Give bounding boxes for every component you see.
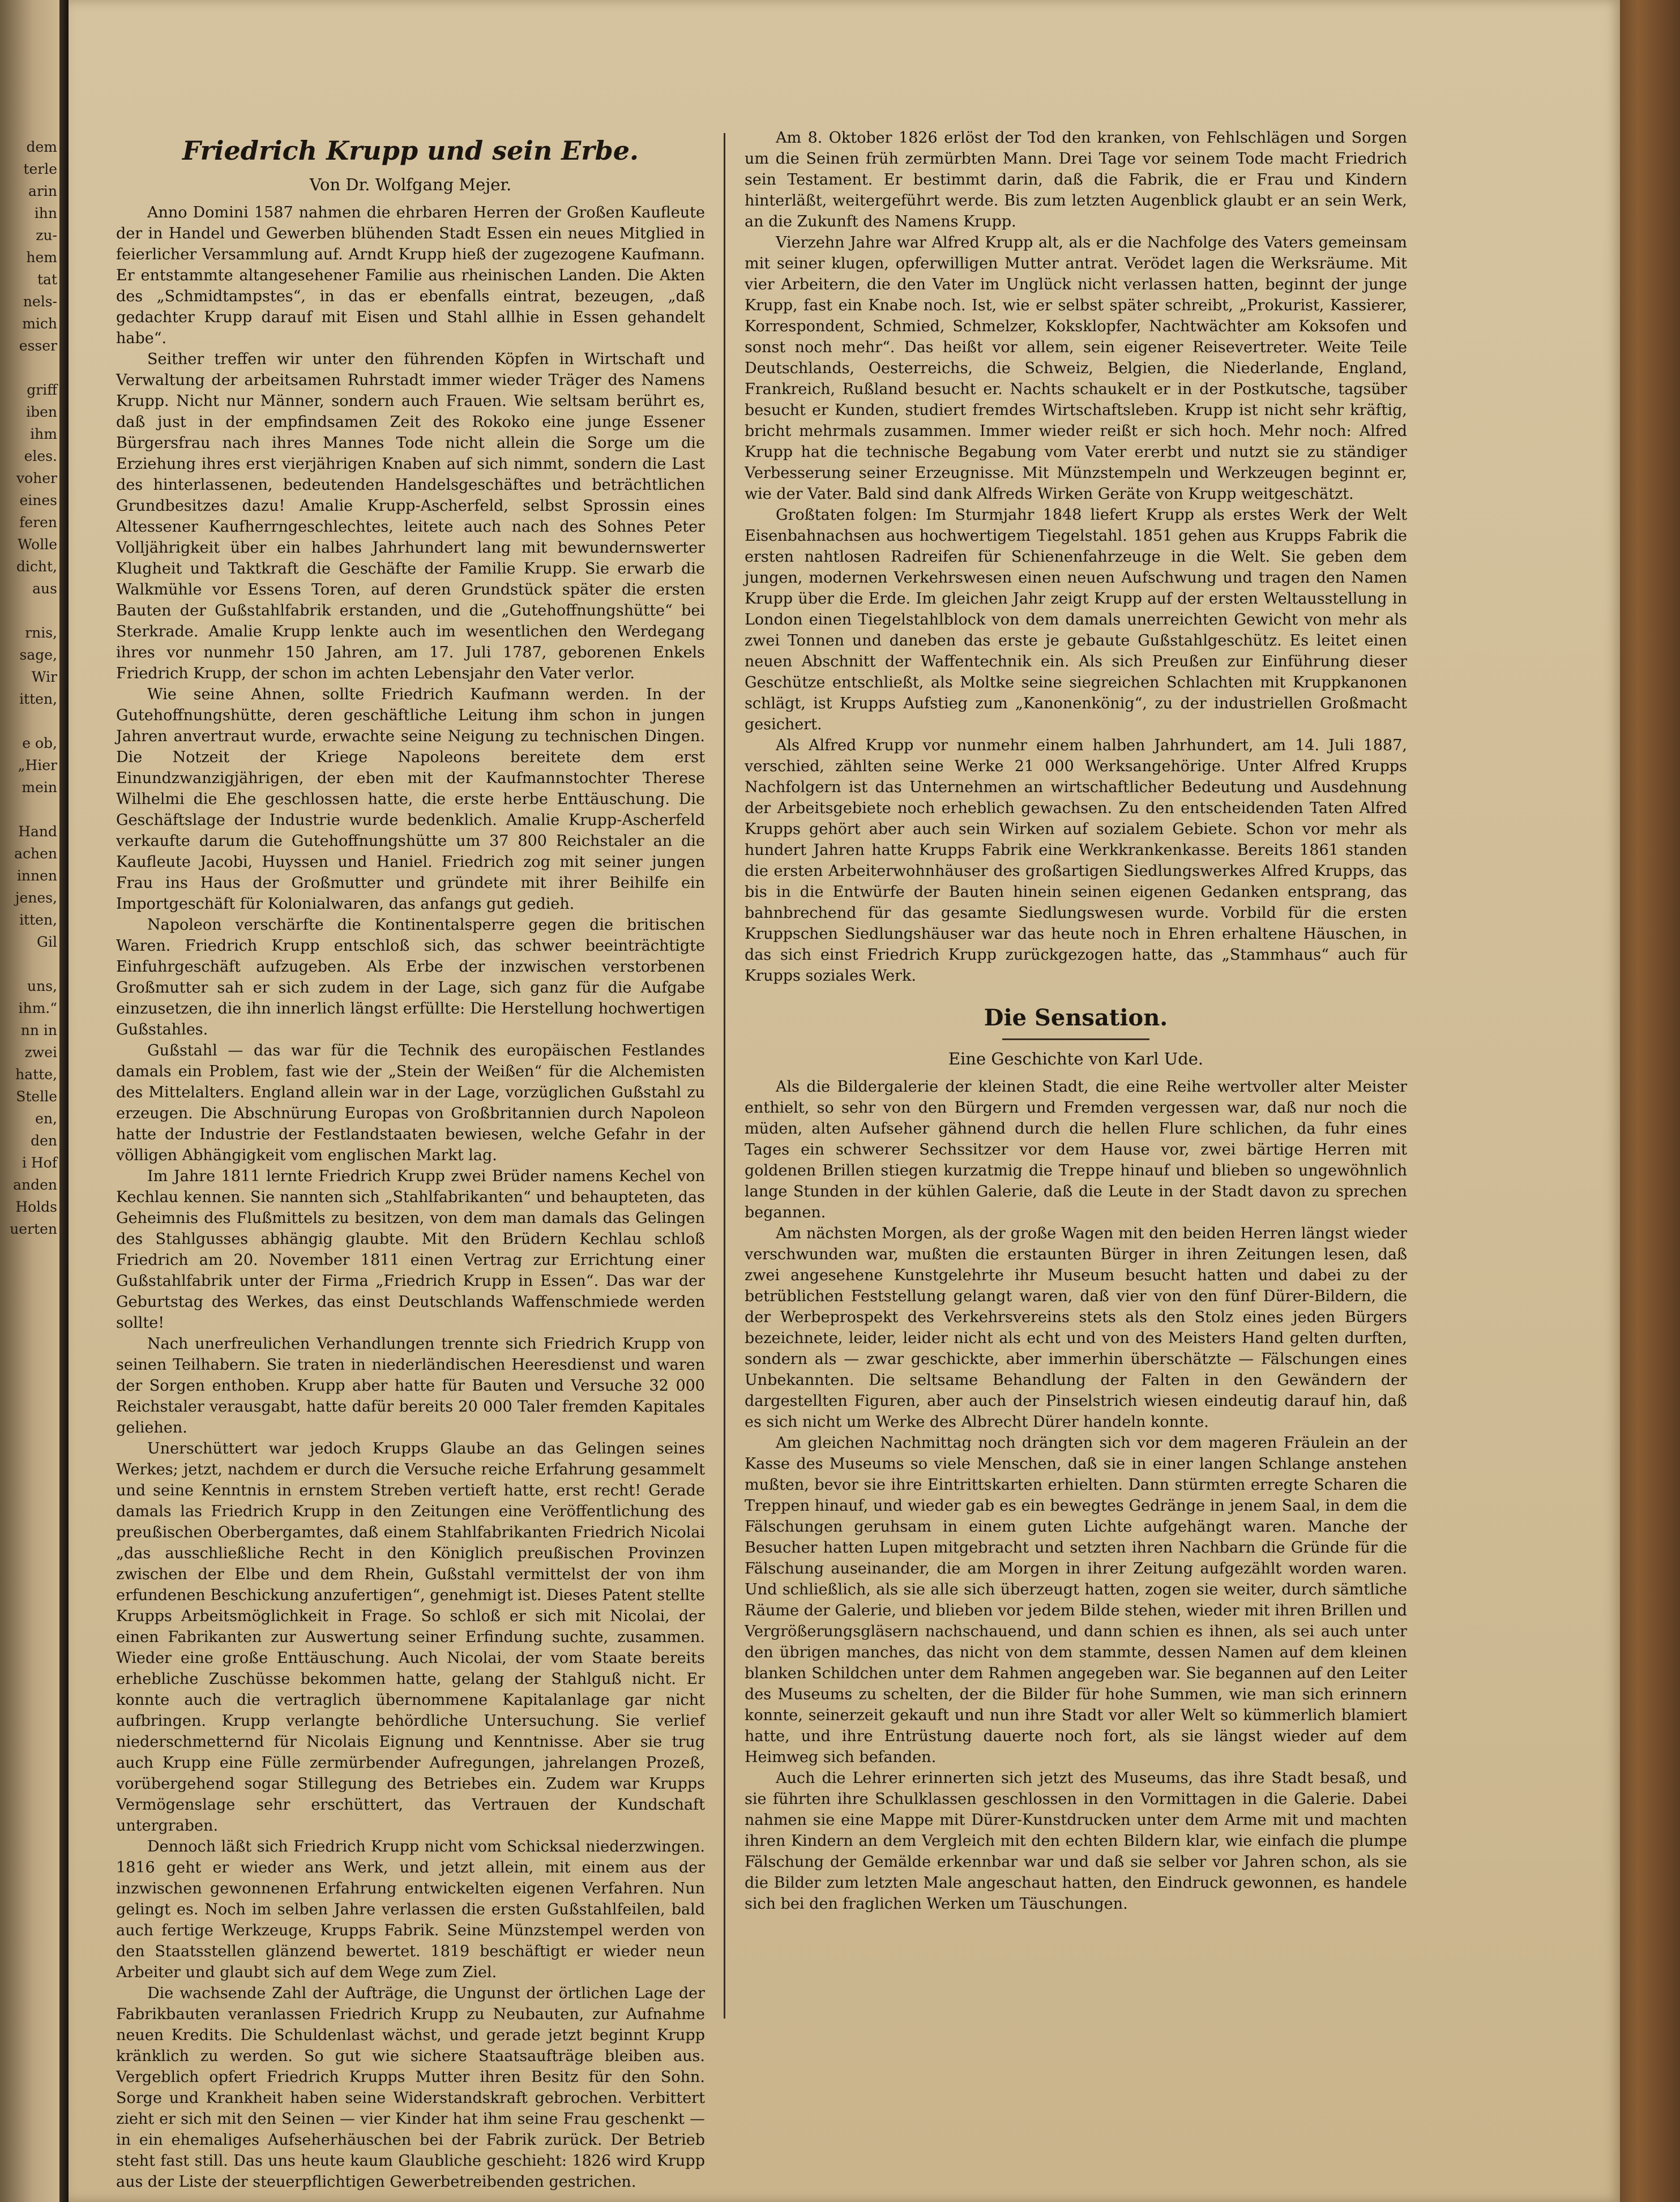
fragment-line: uerten <box>10 1221 57 1237</box>
column-right <box>745 127 1407 2041</box>
article-byline: Von Dr. Wolfgang Mejer. <box>309 175 512 194</box>
paragraph: Wie seine Ahnen, sollte Friedrich Kaufmann werden. In der Gutehoffnungshütte, deren geschäftliche Leitung ihm schon in jungen Jahren anvertraut wurde, erwachte seine Neigung zu technischen Dingen. Die Notzeit der Kriege Napoleons bereitete dem erst Einundzwanzigjährigen, der eben mit der Kaufmannstochter Therese Wilhelmi die Ehe geschlossen hatte, die erste herbe Enttäuschung. Die Geschäftslage der Industrie wurde bedenklich. Amalie Krupp-Ascherfeld verkaufte darum die Gutehoffnungshütte um 37 800 Reichstaler an die Kaufleute Jacobi, Huyssen und Haniel. Friedrich zog mit seiner jungen Frau ins Haus der Großmutter und gründete mit ihrer Beihilfe ein Importgeschäft für Kolonialwaren, das anfangs gut gedieh. <box>116 686 705 913</box>
book-spine <box>1620 0 1680 2202</box>
fragment-line: „Hier <box>18 757 57 773</box>
fragment-line: Wir <box>31 669 57 685</box>
fragment-line: itten, <box>19 691 57 707</box>
paragraph: Auch die Lehrer erinnerten sich jetzt des Museums, das ihre Stadt besaß, und sie führten ihre Schulklassen geschlossen in den Vormittagen in die Galerie. Dabei nahmen sie eine Mappe mit Dürer-Kunstdrucken unter dem Arme mit und machten ihren Kindern an dem Vergleich mit den echten Bildern klar, wie einfach die plumpe Fälschung der Gemälde erkennbar war und daß sie selber vor Jahren schon, als sie die Bilder zum letzten Male angeschaut hatten, den Eindruck gewonnen, es handele sich bei den fraglichen Werken um Täuschungen. <box>745 1769 1407 1913</box>
article-title: Friedrich Krupp und sein Erbe. <box>182 135 639 166</box>
fragment-line: terle <box>23 161 57 177</box>
fragment-line: Gil <box>37 934 57 950</box>
previous-page-fragments <box>0 0 59 1240</box>
paragraph: Seither treffen wir unter den führenden Köpfen in Wirtschaft und Verwaltung der arbeitsamen Ruhrstadt immer wieder Träger des Namens Krupp. Nicht nur Männer, sondern auch Frauen. Wie seltsam berührt es, daß just in der empfindsamen Zeit des Rokoko eine junge Essener Bürgersfrau nach ihres Mannes Tode nicht allein die Sorge um die Erziehung ihres erst vierjährigen Knaben auf sich nimmt, sondern die Last des hinterlassenen, bedeutenden Handelsgeschäftes und beträchtlichen Grundbesitzes dazu! Amalie Krupp-Ascherfeld, selbst Sprossin eines Altessener Kaufherrngeschlechtes, leitete auch nach des Sohnes Peter Volljährigkeit über ein halbes Jahrhundert lang mit bewundernswerter Klugheit und Taktkraft die Geschäfte der Familie Krupp. Sie erwarb die Walkmühle vor Essens Toren, auf deren Grundstück später die ersten Bauten der Gußstahlfabrik erstanden, und die „Gutehoffnungshütte“ bei Sterkrade. Amalie Krupp lenkte auch im wesentlichen den Werdegang ihres vor nunmehr 150 Jahren, am 17. Juli 1787, geborenen Enkels Friedrich Krupp, der schon im achten Lebensjahr den Vater verlor. <box>116 350 705 682</box>
paragraph: Als die Bildergalerie der kleinen Stadt, die eine Reihe wertvoller alter Meister enthielt, so sehr von den Bürgern und Fremden vergessen war, daß nur noch die müden, alten Aufseher gähnend durch die hellen Flure schlichen, da fuhr eines Tages ein schwerer Sechssitzer vor dem Hause vor, zwei bärtige Herren mit goldenen Brillen stiegen kurzatmig die Treppe hinauf und blieben so ungewöhnlich lange Stunden in der kühlen Galerie, daß die Leute in der Stadt davon zu sprechen begannen. <box>745 1078 1407 1221</box>
article-body-right <box>745 127 1407 986</box>
paragraph: Nach unerfreulichen Verhandlungen trennte sich Friedrich Krupp von seinen Teilhabern. Sie traten in niederländischen Heeresdienst und waren der Sorgen enthoben. Krupp aber hatte für Bauten und Versuche 32 000 Reichstaler verausgabt, hatte dafür bereits 20 000 Taler fremden Kapitales geliehen. <box>116 1335 705 1436</box>
fragment-line: eles. <box>24 448 57 464</box>
fragment-line: tat <box>37 271 57 288</box>
paragraph: Anno Domini 1587 nahmen die ehrbaren Herren der Großen Kaufleute der in Handel und Gewerben blühenden Stadt Essen ein neues Mitglied in feierlicher Versammlung auf. Arndt Krupp hieß der zugezogene Kaufmann. Er entstammte altangesehener Familie aus rheinischen Landen. Die Akten des „Schmidtampstes“, in das er ebenfalls eintrat, bezeugen, „daß gedachter Krupp darauf mit Eisen und Stahl allhie in Essen gehandelt habe“. <box>116 204 705 347</box>
fragment-line: zu- <box>36 227 57 243</box>
fragment-line: nels- <box>23 293 57 310</box>
fragment-line: en, <box>35 1110 57 1127</box>
fragment-line: Stelle <box>16 1088 57 1105</box>
fragment-line <box>0 710 57 732</box>
fragment-line: sage, <box>19 647 57 663</box>
fragment-line: ihm.“ <box>18 1000 57 1016</box>
paragraph: Am nächsten Morgen, als der große Wagen mit den beiden Herren längst wieder verschwunden war, mußten die erstaunten Bürger in ihren Zeitungen lesen, daß zwei angesehene Kunstgelehrte ihr Museum besucht hatten und dabei zu der betrüblichen Feststellung gelangt waren, daß vier von den fünf Dürer-Bildern, die der Werbeprospekt des Verkehrsvereins stets als den Stolz eines jeden Bürgers bezeichnete, leider, leider nicht als echt und von des Meisters Hand gelten durften, sondern als — zwar geschickte, aber immerhin überschätzte — Fälschungen eines Unbekannten. Die seltsame Behandlung der Falten in den Gewändern der dargestellten Figuren, aber auch der Pinselstrich wiesen eindeutig darauf hin, daß es sich nicht um Werke des Albrecht Dürer handeln konnte. <box>745 1225 1407 1431</box>
story-title: Die Sensation. <box>984 1004 1168 1031</box>
article-body-left <box>116 202 705 2192</box>
fragment-line: esser <box>19 337 57 354</box>
fragment-line: rnis, <box>25 625 57 641</box>
fragment-line: ihm <box>30 426 57 442</box>
paragraph: Dennoch läßt sich Friedrich Krupp nicht vom Schicksal niederzwingen. 1816 geht er wieder ans Werk, und jetzt allein, mit einem aus der inzwischen gewonnenen Erfahrung entwickelten eigenen Verfahren. Nun gelingt es. Noch im selben Jahre verlassen die ersten Gußstahlfeilen, bald auch fertige Werkzeuge, Krupps Fabrik. Seine Münzstempel werden von den Staatsstellen glänzend bewertet. 1819 beschäftigt er wieder neun Arbeiter und glaubt sich auf dem Wege zum Ziel. <box>116 1838 705 1981</box>
fragment-line: arin <box>28 183 57 199</box>
fragment-line: achen <box>14 845 57 862</box>
fragment-line: voher <box>16 470 57 486</box>
paragraph: Großtaten folgen: Im Sturmjahr 1848 liefert Krupp als erstes Werk der Welt Eisenbahnachsen aus hochwertigem Tiegelstahl. 1851 gehen aus Krupps Fabrik die ersten nahtlosen Radreifen für Schienenfahrzeuge in die Welt. Sie geben dem jungen, modernen Verkehrswesen einen neuen Aufschwung und tragen den Namen Krupp über die Erde. Im gleichen Jahr zeigt Krupp auf der ersten Weltausstellung in London einen Tiegelstahlblock von dem damals unerreichten Gewicht von mehr als zwei Tonnen und daneben das erste je gebaute Gußstahlgeschütz. Es leitet einen neuen Abschnitt der Waffentechnik ein. Als sich Preußen zur Einführung dieser Geschütze entschließt, als Moltke seine siegreichen Schlachten mit Kruppkanonen schlägt, ist Krupps Aufstieg zum „Kanonenkönig“, zu der industriellen Großmacht gesichert. <box>745 506 1407 733</box>
fragment-line: hem <box>26 249 57 266</box>
book-gutter <box>59 0 69 2202</box>
paragraph: Im Jahre 1811 lernte Friedrich Krupp zwei Brüder namens Kechel von Kechlau kennen. Sie nannten sich „Stahlfabrikanten“ und behaupteten, das Geheimnis des Flußmittels zu besitzen, von dem man damals das Gelingen des Stahlgusses abhängig glaubte. Mit den Brüdern Kechlau schloß Friedrich am 20. November 1811 einen Vertrag zur Errichtung einer Gußstahlfabrik unter der Firma „Friedrich Krupp in Essen“. Das war der Geburtstag des Werkes, das einst Deutschlands Waffenschmiede werden sollte! <box>116 1168 705 1332</box>
paragraph: Vierzehn Jahre war Alfred Krupp alt, als er die Nachfolge des Vaters gemeinsam mit seiner klugen, opferwilligen Mutter antrat. Verödet lagen die Werksräume. Mit vier Arbeitern, die den Vater im Unglück nicht verlassen hatten, beginnt der junge Krupp, fast ein Knabe noch. Ist, wie er selbst später schreibt, „Prokurist, Kassierer, Korrespondent, Schmied, Schmelzer, Koksklopfer, Nachtwächter am Koksofen und sonst noch mehr“. Das heißt vor allem, sein eigener Reisevertreter. Weite Teile Deutschlands, Oesterreichs, die Schweiz, Belgien, die Niederlande, England, Frankreich, Rußland besucht er. Nachts schaukelt er in der Postkutsche, tagsüber besucht er Kunden, studiert fremdes Wirtschaftsleben. Krupp ist nicht sehr kräftig, bricht mehrmals zusammen. Immer wieder reißt er sich hoch. Mehr noch: Alfred Krupp hat die technische Begabung vom Vater ererbt und nutzt sie zu ständiger Verbesserung seiner Erzeugnisse. Mit Münzstempeln und Werkzeugen beginnt er, wie der Vater. Bald sind dank Alfreds Wirken Geräte von Krupp weitgeschätzt. <box>745 234 1407 503</box>
paragraph: Als Alfred Krupp vor nunmehr einem halben Jahrhundert, am 14. Juli 1887, verschied, zählten seine Werke 21 000 Werksangehörige. Unter Alfred Krupps Nachfolgern ist das Unternehmen an wirtschaftlicher Bedeutung und Ausdehnung der Arbeitsgebiete noch erheblich gewachsen. Zu den entscheidenden Taten Alfred Krupps gehört aber auch sein Wirken auf sozialem Gebiete. Schon vor mehr als hundert Jahren hatte Krupps Fabrik eine Werkkrankenkasse. Bereits 1861 standen die ersten Arbeiterwohnhäuser des großartigen Siedlungswerkes Alfred Krupps, das bis in die Entwürfe der Bauten hinein seinen eigenen Gedanken entsprang, das bahnbrechend für das gesamte Siedlungswesen wurde. Vorbild für die ersten Kruppschen Siedlungshäuser war das heute noch in Ehren erhaltene Häuschen, in das sich einst Friedrich Krupp zurückgezogen hatte, das „Stammhaus“ auch für Krupps soziales Werk. <box>745 737 1407 985</box>
fragment-line: uns, <box>27 978 57 994</box>
column-divider <box>724 133 725 2019</box>
fragment-line: dem <box>26 139 57 155</box>
fragment-line: iben <box>26 404 57 420</box>
title-underline <box>1002 1038 1149 1040</box>
fragment-line: griff <box>27 382 57 398</box>
fragment-line: Hand <box>18 823 57 840</box>
fragment-line: mein <box>22 779 57 796</box>
fragment-line: feren <box>19 514 57 531</box>
paragraph: Die wachsende Zahl der Aufträge, die Ungunst der örtlichen Lage der Fabrikbauten veranlassen Friedrich Krupp zu Neubauten, zur Aufnahme neuen Kredits. Die Schuldenlast wächst, und gerade jetzt beginnt Krupp kränklich zu werden. So gut wie sichere Staatsaufträge bleiben aus. Vergeblich opfert Friedrich Krupps Mutter ihren Besitz für den Sohn. Sorge und Krankheit haben seine Widerstandskraft gebrochen. Verbittert zieht er sich mit den Seinen — vier Kinder hat ihm seine Frau geschenkt — in ein ehemaliges Aufseherhäuschen bei der Fabrik zurück. Der Betrieb steht fast still. Das uns heute kaum Glaubliche geschieht: 1826 wird Krupp aus der Liste der steuerpflichtigen Gewerbetreibenden gestrichen. <box>116 1985 705 2191</box>
fragment-line: zwei <box>24 1044 57 1061</box>
paragraph: Napoleon verschärfte die Kontinentalsperre gegen die britischen Waren. Friedrich Krupp entschloß sich, das schwer beeinträchtigte Einfuhrgeschäft aufzugeben. Als Erbe der inzwischen verstorbenen Großmutter sah er sich zudem in der Lage, sich ganz für die Aufgabe einzusetzen, die ihn innerlich längst erfüllte: Die Herstellung hochwertigen Gußstahles. <box>116 916 705 1038</box>
paragraph: Unerschüttert war jedoch Krupps Glaube an das Gelingen seines Werkes; jetzt, nachdem er durch die Versuche reiche Erfahrung gesammelt und seine Kenntnis in ernstem Streben vertieft hatte, erst recht! Gerade damals las Friedrich Krupp in den Zeitungen eine Veröffentlichung des preußischen Oberbergamtes, daß einem Stahlfabrikanten Friedrich Nicolai „das ausschließliche Recht in den Königlich preußischen Provinzen zwischen der Elbe und dem Rhein, Gußstahl vermittelst der von ihm erfundenen Beschickung anzufertigen“, genehmigt ist. Dieses Patent stellte Krupps Arbeitsmöglichkeit in Frage. So schloß er sich mit Nicolai, der einen Fabrikanten zur Auswertung seiner Erfindung suchte, zusammen. Wieder eine große Enttäuschung. Auch Nicolai, der vom Staate bereits erhebliche Zuschüsse bekommen hatte, gelang der Stahlguß nicht. Er konnte auch die vertraglich übernommene Kapitalanlage gar nicht aufbringen. Krupp verlangte behördliche Untersuchung. Sie verlief niederschmetternd für Nicolais Eignung und Kenntnisse. Aber sie trug auch Krupp eine Fülle zermürbender Aufregungen, jahrelangen Prozeß, vorübergehend sogar Stillegung des Betriebes ein. Zudem war Krupps Vermögenslage sehr erschüttert, das Vertrauen der Kundschaft untergraben. <box>116 1440 705 1835</box>
fragment-line: i Hof <box>22 1155 57 1171</box>
story-byline: Eine Geschichte von Karl Ude. <box>948 1049 1204 1068</box>
fragment-line: eines <box>19 492 57 508</box>
column-left <box>116 127 705 2191</box>
fragment-line: e ob, <box>22 735 57 751</box>
paragraph: Gußstahl — das war für die Technik des europäischen Festlandes damals ein Problem, fast wie der „Stein der Weißen“ für die Alchemisten des Mittelalters. England allein war in der Lage, vorzüglichen Gußstahl zu erzeugen. Die Abschnürung Europas von Großbritannien durch Napoleon hatte der Industrie der Festlandstaaten bewiesen, welche Gefahr in der völligen Abhängigkeit vom englischen Markt lag. <box>116 1042 705 1164</box>
fragment-line <box>0 953 57 975</box>
fragment-line: Wolle <box>18 536 57 553</box>
fragment-line <box>0 357 57 379</box>
fragment-line: itten, <box>19 912 57 928</box>
fragment-line <box>0 600 57 622</box>
fragment-line: den <box>31 1132 57 1149</box>
previous-page-edge <box>0 0 59 2202</box>
fragment-line <box>0 798 57 820</box>
fragment-line: nn in <box>20 1022 57 1038</box>
fragment-line: aus <box>32 580 57 597</box>
fragment-line: anden <box>13 1177 57 1193</box>
story-body <box>745 1076 1407 1914</box>
fragment-line: dicht, <box>16 558 57 575</box>
fragment-line: ihn <box>34 205 57 221</box>
paragraph: Am 8. Oktober 1826 erlöst der Tod den kranken, von Fehlschlägen und Sorgen um die Seinen früh zermürbten Mann. Drei Tage vor seinem Tode macht Friedrich sein Testament. Er bestimmt darin, daß die Fabrik, die er Frau und Kindern hinterläßt, weitergeführt werde. Bis zum letzten Augenblick glaubt er an sein Werk, an die Zukunft des Namens Krupp. <box>745 129 1407 230</box>
paragraph: Am gleichen Nachmittag noch drängten sich vor dem mageren Fräulein an der Kasse des Museums so viele Menschen, daß sie in einer langen Schlange anstehen mußten, bevor sie ihre Eintrittskarten erhielten. Dann stürmten erregte Scharen die Treppen hinauf, und wieder gab es ein bewegtes Gedränge in jenem Saal, in dem die Fälschungen geruhsam in einem guten Lichte aufgehängt waren. Manche der Besucher hatten Lupen mitgebracht und setzten ihren Nachbarn die Gründe für die Fälschung auseinander, die am Morgen in ihrer Zeitung aufgezählt worden waren. Und schließlich, als sie alle sich überzeugt hatten, zogen sie weiter, durch sämtliche Räume der Galerie, und blieben vor jedem Bilde stehen, wieder mit ihren Brillen und Vergrößerungsgläsern nachschauend, und dann schien es ihnen, als sei auch unter den übrigen manches, das nicht von dem stammte, dessen Namen auf dem kleinen blanken Schildchen unter dem Rahmen angegeben war. Sie begannen auf den Leiter des Museums zu schelten, der die Bilder für hohe Summen, wie man sich erinnern konnte, seinerzeit gekauft und nun ihre Stadt vor aller Welt so kümmerlich blamiert hatte, und ihre Entrüstung dauerte noch fort, als sie längst wieder auf dem Heimweg sich befanden. <box>745 1434 1407 1766</box>
fragment-line: hatte, <box>15 1066 57 1083</box>
fragment-line: jenes, <box>15 890 57 906</box>
fragment-line: innen <box>16 867 57 884</box>
fragment-line: Holds <box>15 1199 57 1215</box>
fragment-line: mich <box>22 315 57 332</box>
